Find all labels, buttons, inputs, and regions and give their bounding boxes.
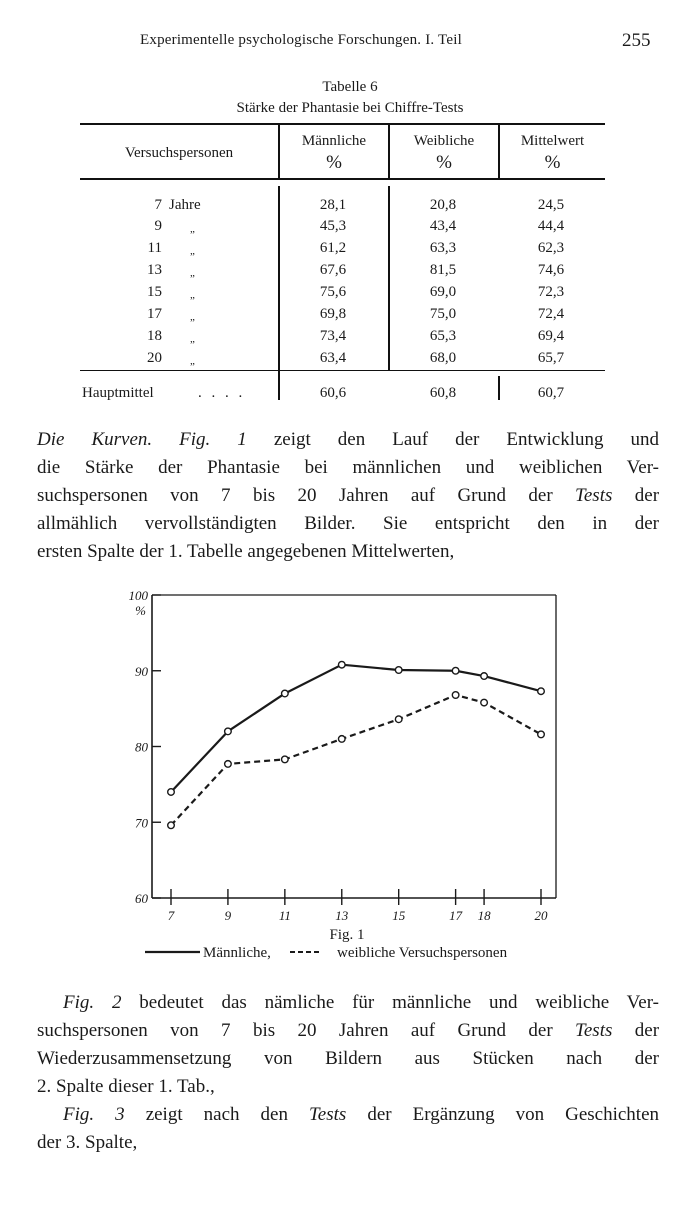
- x-tick-label: 13: [335, 908, 349, 923]
- cell-mean: 74,6: [537, 262, 565, 278]
- data-point: [338, 661, 345, 668]
- x-tick-label: 18: [477, 908, 491, 923]
- data-point: [338, 736, 345, 743]
- data-point: [452, 692, 459, 699]
- y-tick-label: 80: [135, 739, 148, 755]
- header-male-unit: %: [326, 152, 342, 173]
- cell-mean: 44,4: [537, 218, 565, 234]
- cell-female: 69,0: [429, 284, 457, 300]
- paragraph-line: [37, 1017, 659, 1045]
- x-tick-label: 9: [224, 908, 232, 923]
- y-tick-label: 60: [135, 891, 148, 906]
- total-label: Hauptmittel: [82, 385, 154, 401]
- ditto-mark: „: [190, 355, 195, 367]
- cell-female: 63,3: [429, 240, 457, 256]
- header-mean: [500, 130, 605, 174]
- italic-heading: Die Kurven.: [37, 429, 153, 450]
- data-point: [538, 731, 545, 738]
- italic-term: Tests: [575, 1020, 613, 1041]
- legend-label-dashed: weibliche Versuchspersonen: [337, 945, 508, 961]
- col-divider: [498, 376, 500, 400]
- col-divider: [388, 186, 390, 370]
- x-tick-label: 20: [534, 908, 548, 923]
- data-point: [168, 822, 175, 829]
- table-subtitle: Stärke der Phantasie bei Chiffre-Tests: [236, 100, 464, 116]
- paragraph-line: der 3. Spalte,: [37, 1132, 138, 1153]
- data-point: [395, 716, 402, 723]
- text-span: der: [634, 1020, 660, 1041]
- x-tick-label: 11: [278, 908, 291, 923]
- cell-female: 68,0: [429, 350, 457, 366]
- data-point: [225, 761, 232, 768]
- data-point: [282, 756, 289, 763]
- paragraph-line: Wiederzusammensetzung von Bildern aus Stücken nach der: [37, 1048, 659, 1069]
- table-title: Tabelle 6: [322, 79, 378, 95]
- figure-caption: Fig. 1: [329, 927, 365, 943]
- row-age: 13: [147, 262, 162, 278]
- table-top-rule: [80, 123, 605, 125]
- ditto-mark: „: [190, 245, 195, 257]
- x-tick-label: 15: [392, 908, 406, 923]
- paragraph-line: [37, 989, 659, 1017]
- header-male-label: Männliche: [301, 133, 367, 149]
- data-point: [282, 690, 289, 697]
- row-age: 9: [154, 218, 162, 234]
- header-male: [280, 130, 388, 174]
- data-point: [452, 667, 459, 674]
- table-total-rule: [80, 370, 605, 371]
- text-span: zeigt nach den: [145, 1104, 288, 1125]
- cell-mean: 72,3: [537, 284, 565, 300]
- legend-label-solid: Männliche,: [203, 945, 271, 961]
- x-tick-label: 17: [449, 908, 463, 923]
- paragraph-line: die Stärke der Phantasie bei männlichen und weiblichen Ver-: [37, 457, 659, 478]
- ditto-mark: „: [190, 289, 195, 301]
- row-age: 20: [147, 350, 162, 366]
- italic-figref: Fig. 2: [63, 992, 122, 1013]
- cell-male: 63,4: [319, 350, 347, 366]
- series-line-dashed: [171, 695, 541, 825]
- cell-male: 60,6: [319, 385, 347, 401]
- italic-figref: Fig. 1: [179, 429, 247, 450]
- cell-female: 43,4: [429, 218, 457, 234]
- cell-mean: 65,7: [537, 350, 565, 366]
- paragraph-line: 2. Spalte dieser 1. Tab.,: [37, 1076, 215, 1097]
- y-unit-label: %: [135, 603, 146, 618]
- row-unit: Jahre: [169, 197, 201, 213]
- row-age: 11: [147, 240, 162, 256]
- data-point: [481, 673, 488, 680]
- row-age: 7: [154, 197, 162, 213]
- text-span: der Ergänzung von Geschichten: [367, 1104, 660, 1125]
- cell-mean: 69,4: [537, 328, 565, 344]
- row-age: 15: [147, 284, 162, 300]
- italic-figref: Fig. 3: [63, 1104, 125, 1125]
- data-point: [225, 728, 232, 735]
- data-point: [481, 699, 488, 706]
- cell-male: 69,8: [319, 306, 347, 322]
- cell-male: 45,3: [319, 218, 347, 234]
- cell-mean: 62,3: [537, 240, 565, 256]
- cell-male: 67,6: [319, 262, 347, 278]
- header-mean-unit: %: [544, 152, 561, 173]
- ditto-mark: „: [190, 223, 195, 235]
- y-tick-label: 100: [128, 588, 148, 603]
- data-point: [538, 688, 545, 695]
- paragraph-line: [37, 482, 659, 510]
- cell-female: 65,3: [429, 328, 457, 344]
- cell-male: 75,6: [319, 284, 347, 300]
- text-span: der: [634, 485, 660, 506]
- header-subjects: Versuchspersonen: [124, 145, 234, 161]
- total-dots: . . . .: [198, 385, 246, 401]
- page-number: 255: [622, 30, 651, 51]
- cell-male: 28,1: [319, 197, 347, 213]
- text-span: bedeutet das nämliche für männliche und weibliche Ver-: [139, 992, 660, 1013]
- paragraph-1: [37, 426, 659, 566]
- y-tick-label: 90: [135, 663, 148, 679]
- data-point: [395, 667, 402, 674]
- running-title: Experimentelle psychologische Forschungen. I. Teil: [140, 32, 462, 48]
- paragraph-line: allmählich vervollständigten Bilder. Sie entspricht den in der: [37, 513, 659, 534]
- ditto-mark: „: [190, 267, 195, 279]
- col-divider: [278, 186, 280, 400]
- table-header-rule: [80, 178, 605, 180]
- cell-female: 20,8: [429, 197, 457, 213]
- cell-female: 60,8: [429, 385, 457, 401]
- italic-term: Tests: [575, 485, 613, 506]
- text-span: suchspersonen von 7 bis 20 Jahren auf Grund der: [37, 485, 553, 506]
- cell-mean: 24,5: [537, 197, 565, 213]
- header-female-label: Weibliche: [413, 133, 475, 149]
- header-mean-label: Mittelwert: [520, 133, 585, 149]
- header-female-unit: %: [436, 152, 452, 173]
- cell-female: 75,0: [429, 306, 457, 322]
- cell-male: 73,4: [319, 328, 347, 344]
- cell-mean: 60,7: [537, 385, 565, 401]
- figure-1-chart: [0, 580, 700, 970]
- paragraph-2: [37, 989, 659, 1157]
- text-span: zeigt den Lauf der Entwicklung und: [273, 429, 659, 450]
- cell-male: 61,2: [319, 240, 347, 256]
- ditto-mark: „: [190, 311, 195, 323]
- ditto-mark: „: [190, 333, 195, 345]
- row-age: 18: [147, 328, 162, 344]
- text-span: suchspersonen von 7 bis 20 Jahren auf Grund der: [37, 1020, 553, 1041]
- y-tick-label: 70: [135, 815, 148, 831]
- data-point: [168, 789, 175, 796]
- row-age: 17: [147, 306, 162, 322]
- x-tick-label: 7: [167, 908, 175, 923]
- cell-mean: 72,4: [537, 306, 565, 322]
- paragraph-line: [37, 426, 659, 454]
- paragraph-line: ersten Spalte der 1. Tabelle angegebenen Mittelwerten,: [37, 541, 455, 562]
- header-female: [390, 130, 498, 174]
- italic-term: Tests: [308, 1104, 347, 1125]
- cell-female: 81,5: [429, 262, 457, 278]
- paragraph-line: [37, 1101, 659, 1129]
